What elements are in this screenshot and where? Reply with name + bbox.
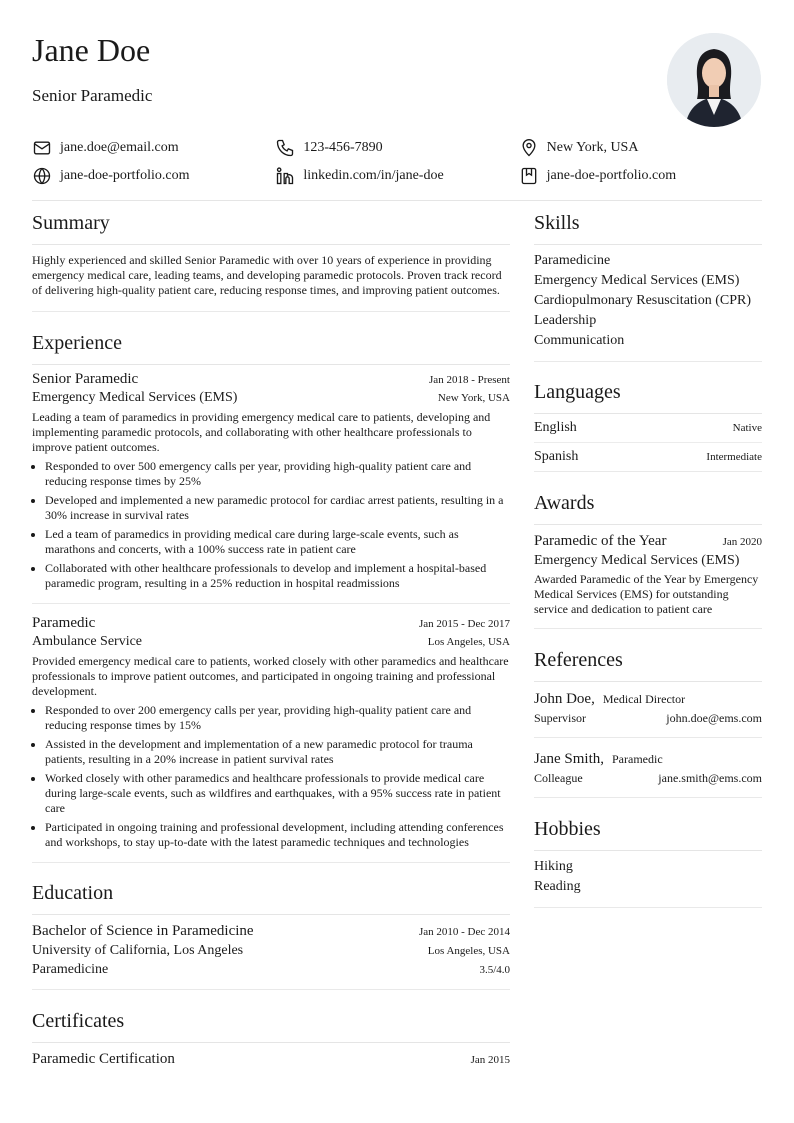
candidate-name: Jane Doe [32, 32, 151, 68]
skill-item: Paramedicine [534, 253, 611, 268]
education-section [32, 878, 510, 990]
skill-item: Communication [534, 333, 625, 348]
reference-relation: Supervisor [534, 711, 586, 725]
achievement-item: • Assisted in the development and implementation of a new paramedic protocol for trauma patients, resulting in a 20% increase in patient survival rates [45, 737, 510, 767]
phone-icon [275, 138, 295, 158]
reference-name: John Doe, [534, 691, 595, 707]
skill-item: Leadership [534, 313, 597, 328]
reference-email[interactable]: jane.smith@ems.com [658, 771, 762, 785]
award-org: Emergency Medical Services (EMS) [534, 553, 740, 568]
certificates-heading: Certificates [32, 1010, 125, 1032]
location-icon [519, 138, 539, 158]
job-role: Senior Paramedic [32, 371, 139, 387]
contact-portfolio-text: jane-doe-portfolio.com [546, 168, 677, 183]
degree: Bachelor of Science in Paramedicine [32, 923, 254, 939]
summary-heading: Summary [32, 212, 110, 234]
experience-section [32, 328, 510, 863]
achievement-item: • Responded to over 200 emergency calls per year, providing high-quality patient care and reducing response times by 15% [45, 703, 510, 733]
education-heading: Education [32, 882, 114, 904]
language-level: Native [732, 422, 762, 434]
school: University of California, Los Angeles [32, 943, 244, 958]
contact-phone[interactable] [275, 138, 518, 158]
contact-list [32, 134, 762, 190]
reference-name: Jane Smith, [534, 751, 604, 767]
contact-linkedin[interactable] [275, 166, 518, 186]
skill-item: Emergency Medical Services (EMS) [534, 273, 740, 288]
languages-section [534, 377, 762, 472]
job-org: Emergency Medical Services (EMS) [32, 390, 238, 405]
linkedin-icon [275, 166, 295, 186]
contact-email[interactable] [32, 138, 275, 158]
achievement-item: • Worked closely with other paramedics and healthcare professionals to provide medical care during large-scale events, such as wildfires and earthquakes, with a 95% success rate in patient care [45, 771, 510, 816]
contact-phone-text: 123-456-7890 [303, 140, 383, 155]
job-achievements [32, 459, 510, 591]
achievement-item: • Developed and implemented a new paramedic protocol for cardiac arrest patients, resulting in a 30% increase in survival rates [45, 493, 510, 523]
hobby-item: Hiking [534, 859, 573, 874]
languages-heading: Languages [534, 381, 621, 403]
award-title: Paramedic of the Year [534, 533, 667, 549]
job-org: Ambulance Service [32, 634, 143, 649]
awards-section [534, 488, 762, 629]
awards-heading: Awards [534, 492, 595, 514]
language-name: Spanish [534, 449, 579, 464]
reference-relation: Colleague [534, 771, 583, 785]
job-location: New York, USA [437, 392, 510, 404]
job-role: Paramedic [32, 615, 96, 631]
job-description: Leading a team of paramedics in providing emergency medical care to patients, developing and implementing paramedic protocols, and collaborating with other healthcare professionals to improve patient outcomes. [32, 410, 491, 454]
reference-entry [534, 750, 762, 786]
references-heading: References [534, 649, 623, 671]
mail-icon [32, 138, 52, 158]
globe-icon [32, 166, 52, 186]
contact-website-text: jane-doe-portfolio.com [60, 168, 190, 183]
reference-position: Paramedic [612, 752, 663, 766]
contact-location [519, 138, 762, 158]
award-date: Jan 2020 [722, 536, 762, 548]
job-dates: Jan 2015 - Dec 2017 [418, 618, 510, 630]
school-location: Los Angeles, USA [427, 945, 510, 957]
experience-entry [32, 615, 510, 850]
contact-email-text: jane.doe@email.com [60, 140, 179, 155]
language-level: Intermediate [706, 451, 762, 463]
profile-photo [667, 33, 761, 127]
contact-portfolio[interactable] [519, 166, 762, 186]
candidate-title: Senior Paramedic [32, 86, 153, 105]
reference-email[interactable]: john.doe@ems.com [666, 711, 762, 725]
left-column [32, 208, 510, 1068]
award-description: Awarded Paramedic of the Year by Emergency Medical Services (EMS) for outstanding service and dedication to patient care [534, 572, 759, 616]
hobbies-section [534, 814, 762, 908]
language-name: English [534, 420, 577, 435]
certificate-name: Paramedic Certification [32, 1051, 175, 1067]
certificate-date: Jan 2015 [470, 1054, 510, 1066]
achievement-item: • Responded to over 500 emergency calls per year, providing high-quality patient care and reducing response times by 25% [45, 459, 510, 489]
job-achievements [32, 703, 510, 850]
field-of-study: Paramedicine [32, 962, 109, 977]
achievement-item: • Led a team of paramedics in providing medical care during large-scale events, such as marathons and concerts, with a 100% success rate in patient care [45, 527, 510, 557]
summary-text: Highly experienced and skilled Senior Paramedic with over 10 years of experience in providing emergency medical care, leading teams, and developing paramedic protocols. Proven track record of delivering high-quality patient care, reducing response times, and improving patient outcomes. [32, 253, 502, 297]
right-column [534, 208, 762, 908]
bookmark-icon [519, 166, 539, 186]
hobbies-heading: Hobbies [534, 818, 601, 840]
reference-position: Medical Director [602, 692, 686, 706]
experience-heading: Experience [32, 332, 122, 354]
job-dates: Jan 2018 - Present [429, 374, 510, 386]
achievement-item: • Collaborated with other healthcare professionals to develop and implement a hospital-based paramedic program, resulting in a 25% reduction in hospital readmissions [45, 561, 510, 591]
contact-linkedin-text: linkedin.com/in/jane-doe [303, 168, 444, 183]
education-dates: Jan 2010 - Dec 2014 [418, 926, 510, 938]
references-section [534, 645, 762, 798]
experience-entry [32, 371, 510, 591]
summary-section [32, 208, 510, 312]
skill-item: Cardiopulmonary Resuscitation (CPR) [534, 293, 751, 308]
achievement-item: • Participated in ongoing training and professional development, including attending conferences and workshops, to stay up-to-date with the latest paramedic techniques and technologies [45, 820, 510, 850]
certificates-section [32, 1006, 510, 1068]
job-location: Los Angeles, USA [427, 636, 510, 648]
gpa: 3.5/4.0 [479, 964, 510, 976]
reference-entry [534, 690, 762, 726]
hobby-item: Reading [534, 879, 581, 894]
header-divider [32, 200, 762, 201]
job-description: Provided emergency medical care to patients, worked closely with other paramedics and healthcare professionals to improve patient outcomes, and participated in ongoing training and professional development. [32, 654, 509, 698]
skills-section [534, 208, 762, 362]
skills-heading: Skills [534, 212, 580, 234]
contact-website[interactable] [32, 166, 275, 186]
contact-location-text: New York, USA [546, 140, 639, 155]
